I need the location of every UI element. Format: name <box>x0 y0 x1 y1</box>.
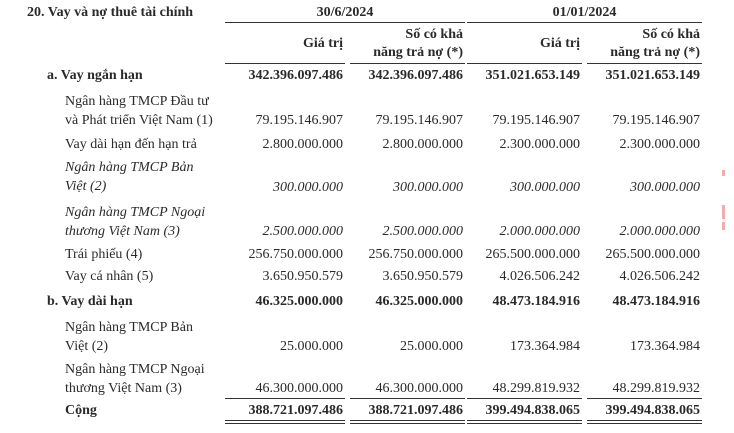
column-header-value-p1: Giá trị <box>302 36 343 51</box>
total-double-underline <box>225 420 345 424</box>
column-header-repayable-p1 <box>350 26 463 62</box>
cell-value: 2.500.000.000 <box>262 224 343 239</box>
cell-value: 46.300.000.000 <box>375 381 463 396</box>
cell-value: 2.500.000.000 <box>382 224 463 239</box>
cell-value: 48.473.184.916 <box>612 294 700 309</box>
cell-value: 3.650.950.579 <box>382 269 463 284</box>
cell-value: 79.195.146.907 <box>255 113 343 128</box>
cell-value: 399.494.838.065 <box>485 403 580 418</box>
column-underline <box>467 63 582 64</box>
row-label: a. Vay ngắn hạn <box>47 68 143 83</box>
row-label: Cộng <box>65 403 97 418</box>
cell-value: 265.500.000.000 <box>485 247 580 262</box>
row-label: Vay cá nhân (5) <box>65 269 154 284</box>
stamp-mark <box>722 205 725 219</box>
cell-value: 3.650.950.579 <box>262 269 343 284</box>
column-header-value-p2: Giá trị <box>539 36 580 51</box>
label-line: và Phát triển Việt Nam (1) <box>65 113 213 128</box>
cell-value: 388.721.097.486 <box>248 403 343 418</box>
cell-value: 48.299.819.932 <box>492 381 580 396</box>
column-header-line: Số có khả <box>642 27 700 42</box>
row-label <box>65 360 225 398</box>
cell-value: 25.000.000 <box>400 339 463 354</box>
cell-value: 48.299.819.932 <box>612 381 700 396</box>
column-header-repayable-p2 <box>587 26 700 62</box>
column-header-line: năng trả nợ (*) <box>373 45 463 60</box>
period-header-30-6-2024: 30/6/2024 <box>316 5 374 20</box>
column-header-line: năng trả nợ (*) <box>610 45 700 60</box>
row-label: Vay dài hạn đến hạn trả <box>65 137 197 152</box>
cell-value: 46.325.000.000 <box>375 294 463 309</box>
cell-value: 48.473.184.916 <box>492 294 580 309</box>
cell-value: 256.750.000.000 <box>248 247 343 262</box>
cell-value: 79.195.146.907 <box>612 113 700 128</box>
cell-value: 388.721.097.486 <box>368 403 463 418</box>
cell-value: 265.500.000.000 <box>605 247 700 262</box>
row-label: b. Vay dài hạn <box>47 294 133 309</box>
subtotal-underline <box>587 398 702 399</box>
cell-value: 25.000.000 <box>280 339 343 354</box>
cell-value: 4.026.506.242 <box>619 269 700 284</box>
label-line: Ngân hàng TMCP Ngoại <box>65 205 206 220</box>
period-underline <box>225 22 465 23</box>
row-label <box>65 158 225 196</box>
cell-value: 79.195.146.907 <box>375 113 463 128</box>
cell-value: 2.800.000.000 <box>262 137 343 152</box>
note-title: 20. Vay và nợ thuê tài chính <box>27 5 194 20</box>
row-label <box>65 318 225 356</box>
column-underline <box>350 63 465 64</box>
cell-value: 173.364.984 <box>630 339 700 354</box>
stamp-mark <box>722 170 725 176</box>
cell-value: 46.325.000.000 <box>255 294 343 309</box>
row-label <box>65 203 225 241</box>
total-double-underline <box>587 420 702 424</box>
label-line: Ngân hàng TMCP Đầu tư <box>65 94 209 109</box>
subtotal-underline <box>225 398 345 399</box>
cell-value: 351.021.653.149 <box>485 68 580 83</box>
subtotal-underline <box>467 398 582 399</box>
cell-value: 2.800.000.000 <box>382 137 463 152</box>
label-line: thương Việt Nam (3) <box>65 224 180 239</box>
cell-value: 2.300.000.000 <box>499 137 580 152</box>
cell-value: 2.000.000.000 <box>499 224 580 239</box>
cell-value: 342.396.097.486 <box>248 68 343 83</box>
cell-value: 2.300.000.000 <box>619 137 700 152</box>
label-line: Ngân hàng TMCP Bản <box>65 320 193 335</box>
cell-value: 300.000.000 <box>393 180 463 195</box>
row-label: Trái phiếu (4) <box>65 247 143 262</box>
label-line: Ngân hàng TMCP Bản <box>65 160 194 175</box>
row-label <box>65 92 225 130</box>
period-header-01-01-2024: 01/01/2024 <box>552 5 617 20</box>
cell-value: 300.000.000 <box>273 180 343 195</box>
label-line: Ngân hàng TMCP Ngoại <box>65 362 205 377</box>
column-underline <box>225 63 345 64</box>
subtotal-underline <box>350 398 465 399</box>
total-double-underline <box>350 420 465 424</box>
cell-value: 46.300.000.000 <box>255 381 343 396</box>
label-line: Việt (2) <box>65 179 107 194</box>
cell-value: 399.494.838.065 <box>605 403 700 418</box>
period-underline <box>467 22 702 23</box>
cell-value: 79.195.146.907 <box>492 113 580 128</box>
column-underline <box>587 63 702 64</box>
label-line: Việt (2) <box>65 339 109 354</box>
cell-value: 351.021.653.149 <box>605 68 700 83</box>
total-double-underline <box>467 420 582 424</box>
cell-value: 4.026.506.242 <box>499 269 580 284</box>
cell-value: 256.750.000.000 <box>368 247 463 262</box>
cell-value: 342.396.097.486 <box>368 68 463 83</box>
cell-value: 173.364.984 <box>510 339 580 354</box>
cell-value: 2.000.000.000 <box>619 224 700 239</box>
stamp-mark <box>722 222 725 230</box>
cell-value: 300.000.000 <box>510 180 580 195</box>
cell-value: 300.000.000 <box>630 180 700 195</box>
column-header-line: Số có khả <box>405 27 463 42</box>
label-line: thương Việt Nam (3) <box>65 381 182 396</box>
